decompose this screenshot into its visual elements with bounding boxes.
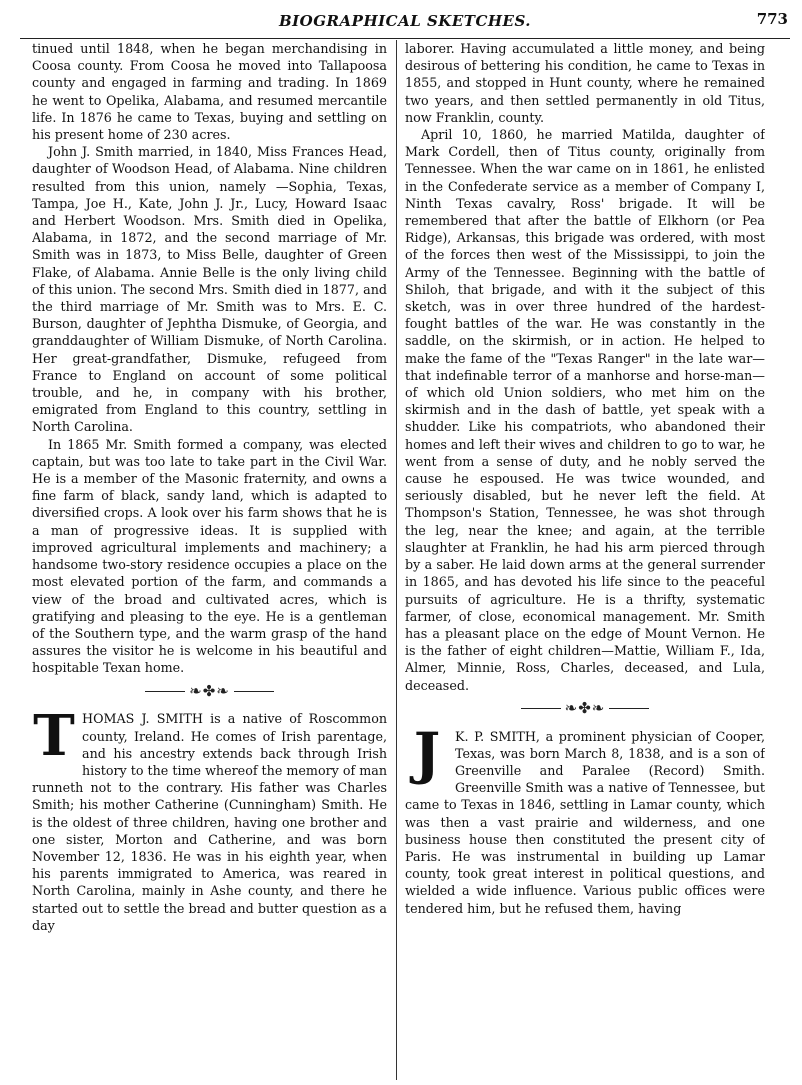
paragraph: April 10, 1860, he married Matilda, daughter of Mark Cordell, then of Titus county, originally from Tennessee. When the war came on in 1861, he enlisted in the Confederate service as a member of Company I, Ninth Texas cavalry, Ross' brigade. It will be remembered that after the battle of Elkhorn (or Pea Ridge), Arkansas, this brigade was ordered, with most of the forces then west of the Mississippi, to join the Army of the Tennessee. Beginning with the battle of Shiloh, that brigade, and with it the subject of this sketch, was in over three hundred of the hardest-fought battles of the war. He was constantly in the saddle, on the skirmish, or in action. He helped to make the fame of the "Texas Ranger" in the late war—that indefinable terror of a manhorse and horse-man—of which old Union soldiers, who met him on the skirmish and in the dash of battle, yet speak with a shudder. Like his compatriots, who abandoned their homes and left their wives and children to go to war, he went from a sense of duty, and he nobly served the cause he espoused. He was twice wounded, and seriously disabled, but he never left the field. At Thompson's Station, Tennessee, he was shot through the leg, near the knee; and again, at the terrible slaughter at Franklin, he had his arm pierced through by a saber. He laid down arms at the general surrender in 1865, and has devoted his life since to the peaceful pursuits of agriculture. He is a thrifty, systematic farmer, of close, economical management. Mr. Smith has a pleasant place on the edge of Mount Vernon. He is the father of eight children—Mattie, William F., Ida, Almer, Minnie, Ross, Charles, deceased, and Lula, deceased. <box>405 127 765 693</box>
sketch-text: K. P. SMITH, a prominent physician of Cooper, Texas, was born March 8, 1838, and is a son of Greenville and Paralee (Record) Smith. Greenville Smith was a native of Tennessee, but came to Texas in 1846, settling in Lamar county, which was then a vast prairie and wilderness, and one business house then constituted the present city of Paris. He was instrumental in building up Lamar county, took great interest in political questions, and wielded a wide influence. Various public offices were tendered him, but he refused them, having <box>405 728 765 916</box>
column-divider <box>396 40 397 1080</box>
page-number: 773 <box>756 10 788 28</box>
sketch-text: HOMAS J. SMITH is a native of Roscommon county, Ireland. He comes of Irish parentage, and his ancestry extends back through Irish history to the time whereof the memory of man runneth not to the contrary. His father was Charles Smith; his mother Catherine (Cunningham) Smith. He is the oldest of three children, having one brother and one sister, Morton and Catherine, and was born November 12, 1836. He was in his eighth year, when his parents immigrated to America, was reared in North Carolina, mainly in Ashe county, and there he started out to settle the bread and butter question as a day <box>32 711 387 933</box>
right-column <box>405 40 765 1075</box>
biographical-sketch <box>32 703 387 934</box>
drop-cap: T <box>33 703 75 770</box>
left-column <box>32 40 387 1075</box>
paragraph: John J. Smith married, in 1840, Miss Frances Head, daughter of Woodson Head, of Alabama. Nine children resulted from this union, namely —Sophia, Texas, Tampa, Joe H., Kate, John J. Jr., Lucy, Howard Isaac and Herbert Woodson. Mrs. Smith died in Opelika, Alabama, in 1872, and the second marriage of Mr. Smith was in 1873, to Miss Belle, daughter of Green Flake, of Alabama. Annie Belle is the only living child of this union. The second Mrs. Smith died in 1877, and the third marriage of Mr. Smith was to Mrs. E. C. Burson, daughter of Jephtha Dismuke, of Georgia, and granddaughter of William Dismuke, of North Carolina. Her great-grandfather, Dismuke, refugeed from France to England on account of some political trouble, and he, in company with his brother, emigrated from England to this country, settling in North Carolina. <box>32 144 387 435</box>
page-header <box>20 8 790 39</box>
paragraph: laborer. Having accumulated a little money, and being desirous of bettering his condition, he came to Texas in 1855, and stopped in Hunt county, where he remained two years, and then settled permanently in old Titus, now Franklin, county. <box>405 41 765 125</box>
paragraph: tinued until 1848, when he began merchandising in Coosa county. From Coosa he moved into Tallapoosa county and engaged in farming and trading. In 1869 he went to Opelika, Alabama, and resumed mercantile life. In 1876 he came to Texas, buying and settling on his present home of 230 acres. <box>32 41 387 143</box>
drop-cap: J <box>413 720 441 787</box>
biographical-sketch <box>405 720 765 917</box>
running-head: BIOGRAPHICAL SKETCHES. <box>278 12 532 30</box>
section-ornament: ❧✤❧ <box>405 700 765 718</box>
paragraph: In 1865 Mr. Smith formed a company, was elected captain, but was too late to take part in the Civil War. He is a member of the Masonic fraternity, and owns a fine farm of black, sandy land, which is adapted to diversified crops. A look over his farm shows that he is a man of progressive ideas. It is supplied with improved agricultural implements and machinery; a handsome two-story residence occupies a place on the most elevated portion of the farm, and commands a view of the broad and cultivated acres, which is gratifying and pleasing to the eye. He is a gentleman of the Southern type, and the warm grasp of the hand assures the visitor he is welcome in his beautiful and hospitable Texan home. <box>32 436 387 676</box>
section-ornament: ❧✤❧ <box>32 683 387 701</box>
